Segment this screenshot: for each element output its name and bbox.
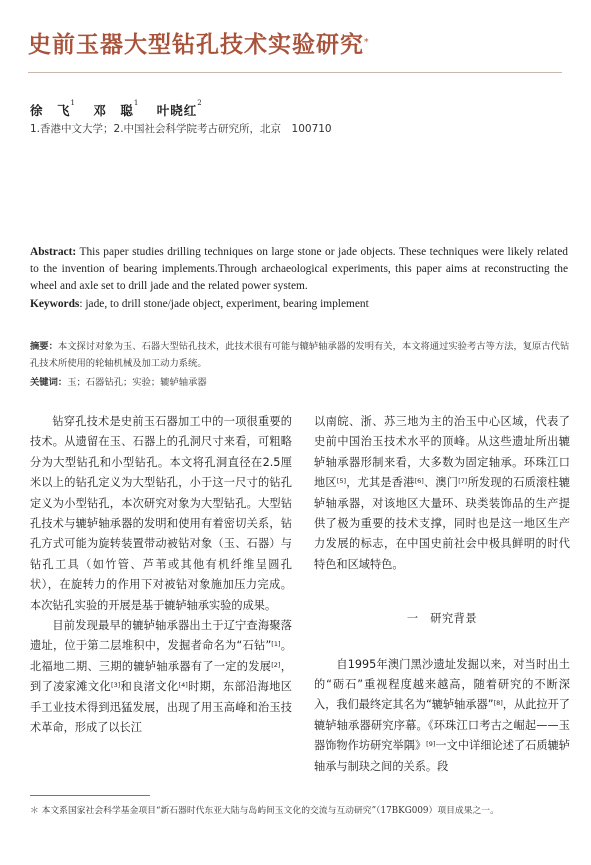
citation-ref[interactable]: [6]	[414, 477, 424, 486]
body-paragraph	[30, 616, 292, 738]
text-run: 一文中详细论述了石质辘轳轴承与制玦之间的关系。段	[314, 739, 570, 773]
section-heading: 一 研究背景	[406, 612, 478, 626]
citation-ref[interactable]: [1]	[271, 640, 281, 649]
body-paragraph: 钻穿孔技术是史前玉石器加工中的一项很重要的技术。从遗留在玉、石器上的孔洞尺寸来看，可粗略分为大型钻孔和小型钻孔。本文将孔洞直径在2.5厘米以上的钻孔定义为大型钻孔，小于这一尺寸的钻孔定义为小型钻孔，本次研究对象为大型钻孔。大型钻孔技术与辘轳轴承器的发明和使用有着密切关系，钻孔方式可能为旋转装置带动被钻对象（玉、石器）与钻孔工具（如竹管、芦苇或其他有机纤维呈圆孔状），在旋转力的作用下对被钻对象施加压力完成。本次钻孔实验的开展是基于辘轳轴承实验的成果。	[30, 415, 292, 612]
text-run: 所发现的石质滚柱辘轳轴承器，对该地区大量环、玦类装饰品的生产提供了极为重要的技术支撑，同时也是这一地区生产力发展的标志，在中国史前社会中极具鲜明的时代特色和区域特色。	[314, 476, 570, 571]
abstract-chinese	[30, 339, 570, 372]
text-run: 自1995年澳门黑沙遗址发掘以来，对当时出土的“砺石”重视程度越来越高，随着研究的不断深入，我们最终定其名为“辘轳轴承器”	[314, 657, 570, 712]
citation-ref[interactable]: [5]	[336, 477, 347, 486]
keywords-text: : jade, to drill stone/jade object, experiment, bearing implement	[79, 298, 369, 310]
title-text: 史前玉器大型钻孔技术实验研究	[28, 31, 364, 58]
citation-ref[interactable]: [7]	[458, 477, 468, 486]
author-list	[30, 101, 215, 119]
text-run: ，从此拉开了辘轳轴承器研究序幕。《环珠江口考古之崛起——玉器饰物作坊研究举隅》	[314, 698, 570, 753]
citation-ref[interactable]: [4]	[178, 681, 188, 690]
author-affil-mark: 1	[133, 99, 140, 107]
title-footnote-mark: *	[364, 38, 370, 48]
title-divider	[28, 72, 562, 73]
abstract-cn-text: 本文探讨对象为玉、石器大型钻孔技术，此技术很有可能与辘轳轴承器的发明有关，本文将通过实验考古等方法，复原古代钻孔技术所使用的轮轴机械及加工动力系统。	[30, 341, 570, 369]
text-run: 以南皖、浙、苏三地为主的治玉中心区域，代表了史前中国治玉技术水平的顶峰。从这些遗址所出辘轳轴承器形制来看，大多数为固定轴承。环珠江口地区	[314, 415, 570, 490]
text-run: 和良渚文化	[120, 680, 179, 694]
affiliation: 1.香港中文大学；2.中国社会科学院考古研究所，北京 100710	[30, 123, 332, 135]
citation-ref[interactable]: [9]	[426, 740, 436, 749]
paper-title	[28, 28, 568, 62]
author-affil-mark: 1	[70, 99, 76, 107]
author-affil-mark: 2	[197, 99, 203, 107]
text-run: 时期，东部沿海地区手工业技术得到迅猛发展，出现了用玉高峰和治玉技术革命，形成了以长江	[30, 680, 292, 735]
body-paragraph	[314, 655, 570, 777]
keywords-cn-label: 关键词：	[30, 377, 68, 388]
abstract-english	[30, 244, 568, 296]
author-name: 徐 飞	[30, 103, 71, 118]
abstract-text: This paper studies drilling techniques on large stone or jade objects. These techniques were likely related to the invention of bearing implements.Through archaeological experiments, this paper aims at reconstructing the wheel and axle set to drill jade and the related power system.	[30, 246, 568, 293]
text-run: 。北福地二期、三期的辘轳轴承器有了一定的发展	[30, 639, 292, 673]
keywords-label: Keywords	[30, 298, 80, 310]
citation-ref[interactable]: [3]	[111, 681, 121, 690]
text-run: ，尤其是香港	[346, 476, 415, 490]
author-name: 邓 聪	[93, 103, 134, 118]
body-column-left	[30, 412, 292, 739]
text-run: 目前发现最早的辘轳轴承器出土于辽宁查海聚落遗址，位于第二层堆积中，发掘者命名为“石钻”	[30, 619, 292, 653]
text-run: ，到了凌家滩文化	[30, 659, 292, 694]
text-run: 、澳门	[423, 476, 459, 490]
author-name: 叶晓红	[156, 103, 198, 118]
abstract-cn-label: 摘要：	[30, 341, 58, 352]
citation-ref[interactable]: [2]	[271, 660, 281, 669]
citation-ref[interactable]: [8]	[493, 699, 503, 708]
footnote-divider	[30, 795, 150, 796]
keywords-cn-text: 玉；石器钻孔；实验；辘轳轴承器	[67, 377, 207, 388]
abstract-label: Abstract:	[30, 246, 77, 258]
keywords-chinese	[30, 374, 207, 388]
body-column-right	[314, 412, 570, 777]
keywords-english	[30, 298, 568, 310]
body-paragraph-continued	[314, 412, 570, 575]
footnote: ＊ 本文系国家社会科学基金项目“新石器时代东亚大陆与岛屿间玉文化的交流与互动研究”（17BKG009）项目成果之一。	[30, 806, 499, 816]
